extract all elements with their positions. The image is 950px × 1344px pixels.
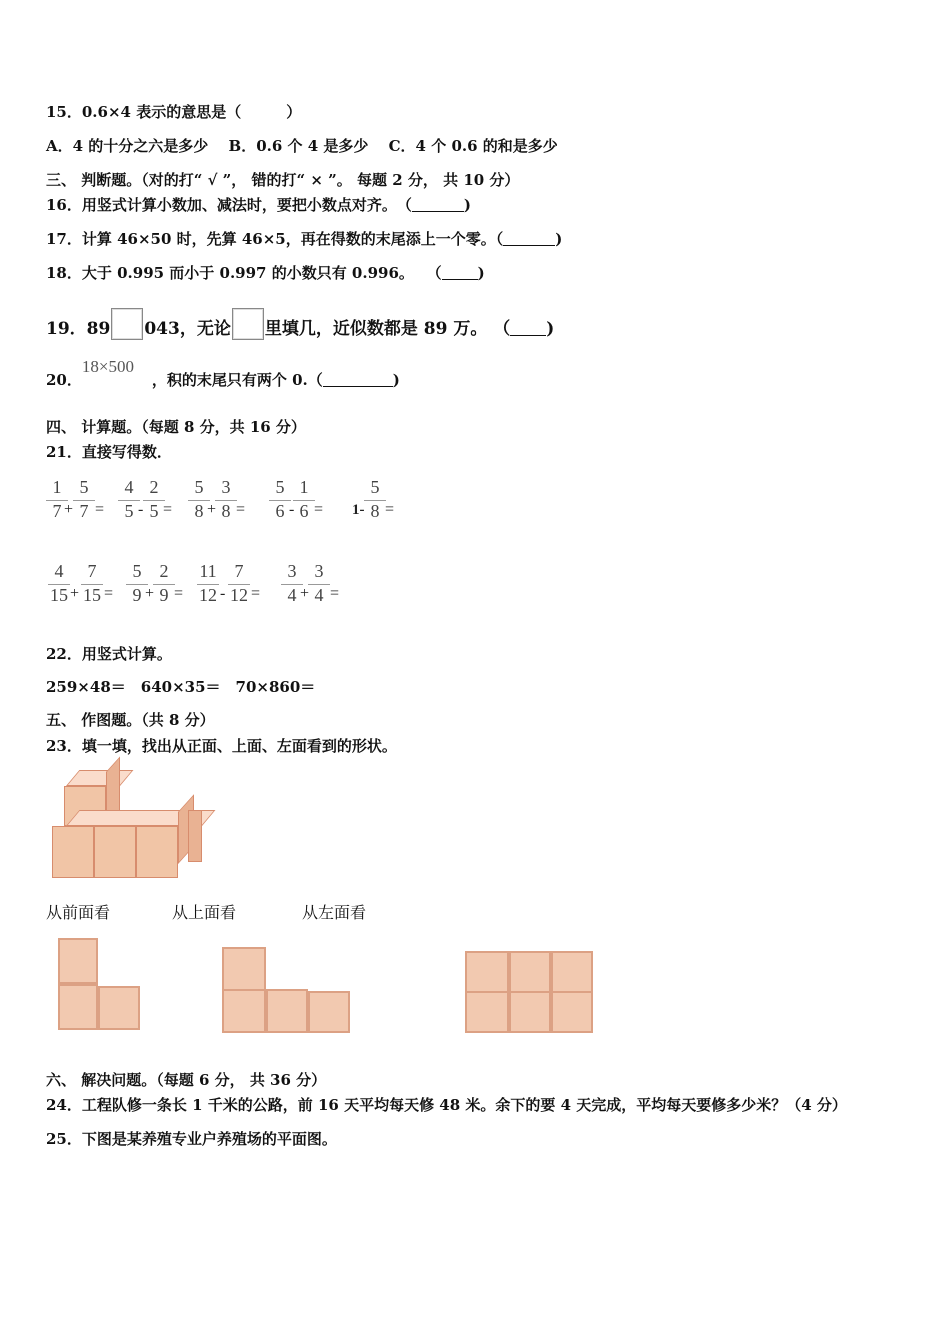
view-label-front: 从前面看 [46,903,111,922]
view-label-left: 从左面看 [302,903,367,922]
operator: + [207,501,217,518]
numerator: 3 [314,561,324,581]
square [465,991,509,1033]
operator: + [300,585,310,602]
denominator: 9 [132,585,142,605]
square [308,991,350,1033]
numerator: 2 [149,477,159,497]
square [509,991,551,1033]
q17-text: 17．计算 46×50 时，先算 46×5，再在得数的末尾添上一个零。（ [46,230,504,248]
numerator: 5 [275,477,285,497]
square [266,989,308,1033]
q15: 15．0.6×4 表示的意思是（ ） [46,103,302,121]
q25: 25．下图是某养殖专业户养殖场的平面图。 [46,1130,337,1148]
close-paren: ) [555,230,563,248]
q19-part2: 043，无论 [144,319,231,339]
q22-items: 259×48＝ 640×35＝ 70×860＝ [46,678,316,696]
operator: - [138,501,144,518]
cube-face [66,770,133,786]
section4-heading: 四、 计算题。（每题 8 分，共 16 分） [46,418,306,436]
numerator: 5 [132,561,142,581]
q19 [46,308,554,340]
cube-face [136,826,178,878]
equals-sign: = [314,501,324,518]
operator: + [70,585,80,602]
cube-face [52,826,94,878]
denominator: 8 [370,501,380,521]
q16-text: 16．用竖式计算小数加、减法时，要把小数点对齐。 （ [46,196,412,214]
numerator: 3 [287,561,297,581]
denominator: 15 [50,585,68,605]
denominator: 12 [230,585,248,605]
close-paren: ) [546,319,555,339]
square [98,986,140,1030]
denominator: 4 [314,585,324,605]
answer-blank[interactable] [503,231,555,246]
numerator: 7 [234,561,244,581]
denominator: 8 [194,501,204,521]
numerator: 3 [221,477,231,497]
cube-face [188,810,202,862]
square [551,951,593,993]
front-view-shape [56,938,142,1033]
left-view-shape [465,951,595,1035]
close-paren: ) [477,264,485,282]
denominator: 9 [159,585,169,605]
cube-stack-figure [50,770,210,882]
digit-box[interactable] [232,308,264,340]
numerator: 5 [79,477,89,497]
equals-sign: = [385,501,395,518]
square [58,938,98,984]
numerator: 5 [194,477,204,497]
q19-part1: 19．89 [46,319,111,339]
square [551,991,593,1033]
operator: + [145,585,155,602]
square [465,951,509,993]
numerator: 11 [199,561,217,581]
answer-blank[interactable] [412,197,464,212]
answer-blank[interactable] [323,372,393,387]
q21: 21．直接写得数． [46,443,172,461]
top-view-shape [222,947,352,1035]
answer-blank[interactable] [510,321,546,336]
q19-part3: 里填几，近似数都是 89 万。 （ [264,319,511,339]
q20-expression: 18×500 [81,357,134,376]
section6-heading: 六、 解决问题。（每题 6 分， 共 36 分） [46,1071,327,1089]
numerator: 2 [159,561,169,581]
q18 [46,263,485,283]
q17 [46,229,562,249]
numerator: 7 [87,561,97,581]
square [509,951,551,993]
digit-box[interactable] [111,308,143,340]
denominator: 5 [149,501,159,521]
q18-text: 18．大于 0.995 而小于 0.997 的小数只有 0.996。 （ [46,264,442,282]
equals-sign: = [174,585,184,602]
cube-face [94,826,136,878]
denominator: 12 [199,585,217,605]
equals-sign: = [163,501,173,518]
whole-number: 1- [352,502,365,518]
numerator: 4 [124,477,134,497]
numerator: 5 [370,477,380,497]
equals-sign: = [330,585,340,602]
equals-sign: = [236,501,246,518]
section5-heading: 五、 作图题。（共 8 分） [46,711,215,729]
q24: 24．工程队修一条长 1 千米的公路，前 16 天平均每天修 48 米。余下的要 4 天完成，平均每天要修多少米？（4 分） [46,1096,847,1114]
close-paren: ) [392,371,400,389]
q20 [46,357,400,390]
close-paren: ) [463,196,471,214]
section3-heading: 三、 判断题。（对的打“ √ ”， 错的打“ × ”。 每题 2 分， 共 10 分） [46,171,520,189]
q20-suffix: ，积的末尾只有两个 0.（ [151,371,323,389]
operator: + [64,501,74,518]
denominator: 5 [124,501,134,521]
denominator: 15 [83,585,101,605]
q22: 22．用竖式计算。 [46,645,172,663]
denominator: 6 [299,501,309,521]
square [58,984,98,1030]
denominator: 7 [79,501,89,521]
q20-prefix: 20． [46,371,82,389]
equals-sign: = [251,585,261,602]
square [222,947,266,991]
denominator: 4 [287,585,297,605]
q16 [46,195,471,215]
answer-blank[interactable] [442,265,478,280]
view-label-top: 从上面看 [172,903,237,922]
operator: - [289,501,295,518]
denominator: 7 [52,501,62,521]
operator: - [220,585,226,602]
equals-sign: = [104,585,114,602]
q23: 23．填一填，找出从正面、上面、左面看到的形状。 [46,737,397,755]
numerator: 1 [52,477,62,497]
equals-sign: = [95,501,105,518]
q15-options: A．4 的十分之六是多少 B．0.6 个 4 是多少 C．4 个 0.6 的和是多少 [46,137,558,155]
numerator: 1 [299,477,309,497]
numerator: 4 [54,561,64,581]
denominator: 8 [221,501,231,521]
square [222,989,266,1033]
denominator: 6 [275,501,285,521]
